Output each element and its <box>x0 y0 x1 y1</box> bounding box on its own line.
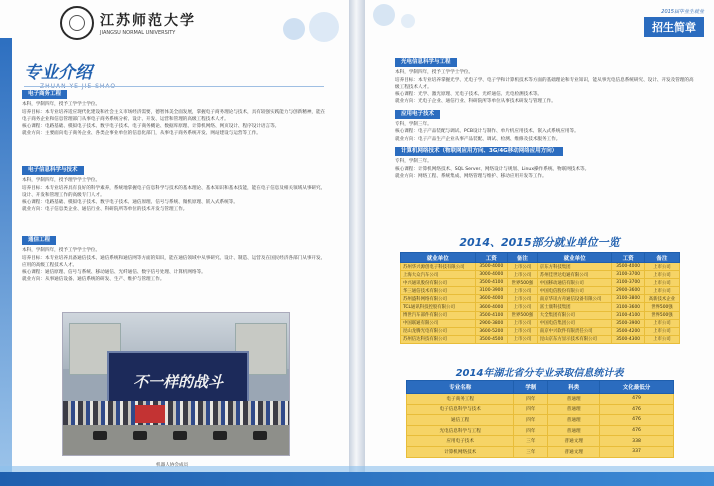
table-cell: 普通理 <box>548 415 600 426</box>
major-courses: 核心课程：电路基础、模拟电子技术、数字电子技术、电子商务概论、数据库原理、计算机网络、网页设计、程序设计语言等。 <box>22 124 280 130</box>
major-degree: 专科，学制三年。 <box>395 122 432 128</box>
major-career: 就业方向：主要面向电子商务企业、各类企事业单位的信息化部门，从事电子商务系统开发、网站建设与运营等工作。 <box>22 131 261 137</box>
table-cell: 普通理 <box>548 404 600 415</box>
table-cell: 3100-3800 <box>612 295 644 303</box>
table-cell: 上市公司 <box>644 319 679 327</box>
major-courses: 核心课程：计算机网络技术、SQL Server、网络设计与规划、Linux操作系统、物联网技术等。 <box>395 166 590 172</box>
major-degree: 本科，学制四年，授予工学学士学位。 <box>22 102 101 108</box>
table-cell: 上市公司 <box>508 319 538 327</box>
major-goal: 培养目标：本专业培养适应现代化建设和社会主义市场经济需要，德智体美全面发展，掌握电子商务理论与技术，具有较强实践能力与创新精神，能在电子商务企业和信息管理部门从事电子商务系统分析、设计、开发、运营和管理的高级工程技术人才。 <box>22 109 326 122</box>
table-cell: 京东方科技集团 <box>537 263 612 271</box>
logo-name-cn: 江苏师范大学 <box>100 13 196 29</box>
table-cell: 3500-4000 <box>475 263 507 271</box>
table-cell: 昆山龙腾光电有限公司 <box>401 327 476 335</box>
table-cell: 中国电信股份有限公司 <box>537 287 612 295</box>
header-employer: 就业单位 <box>537 253 612 263</box>
table-cell: 电子商务工程 <box>407 394 514 405</box>
table-cell: 苏州华兴源创电子科技有限公司 <box>401 263 476 271</box>
admission-table-body <box>407 394 674 458</box>
table-cell: 高新技术企业 <box>644 295 679 303</box>
page-spine <box>349 0 365 486</box>
table-cell: 上市公司 <box>508 263 538 271</box>
major-goal: 培养目标：本专业培养具有良好的科学素养，系统地掌握电子信息科学与技术的基本理论、基本知识和基本技能，能在电子信息及相关领域从事研究、设计、开发和管理工作的高级专门人才。 <box>22 185 326 198</box>
major-heading: 电子商务工程 <box>22 90 67 99</box>
major-block-network-tech <box>395 147 695 180</box>
header-employer: 就业单位 <box>401 253 476 263</box>
table-cell: 上市公司 <box>644 263 679 271</box>
table-cell: 3500-4000 <box>612 263 644 271</box>
major-heading: 应用电子技术 <box>395 110 440 119</box>
header-note: 备注 <box>644 253 679 263</box>
table-row <box>401 303 680 311</box>
table-cell: 中国联通有限公司 <box>401 319 476 327</box>
logo-name-en: JIANGSU NORMAL UNIVERSITY <box>100 30 176 36</box>
table-cell: 四年 <box>514 425 548 436</box>
table-cell: 富士康科技集团 <box>537 303 612 311</box>
table-row <box>407 394 674 405</box>
table-row <box>401 279 680 287</box>
table-row <box>401 319 680 327</box>
left-page <box>0 0 349 486</box>
table-cell: 3500-4200 <box>612 327 644 335</box>
header-min-score: 文化最低分 <box>600 381 674 394</box>
major-career: 就业方向：网络工程、系统集成、网络管理与维护、移动应用开发等工作。 <box>395 173 547 179</box>
decorative-circles <box>283 12 343 52</box>
table-cell: 3600-4000 <box>475 303 507 311</box>
photo-banner-text: 不一样的战斗 <box>132 372 223 391</box>
table-cell: 南京华讯方舟通信设备有限公司 <box>537 295 612 303</box>
major-courses: 核心课程：光学、激光原理、光电子技术、光纤通信、光电检测技术等。 <box>395 92 543 98</box>
table-cell: 世界500强 <box>508 311 538 319</box>
header-note: 备注 <box>508 253 538 263</box>
major-block-optoelectronics <box>395 58 695 106</box>
table-cell: 博世汽车部件有限公司 <box>401 311 476 319</box>
table-cell: 3500-4100 <box>475 311 507 319</box>
employers-table-body <box>401 263 680 344</box>
header-salary: 工资 <box>475 253 507 263</box>
major-heading: 光电信息科学与工程 <box>395 58 457 67</box>
table-cell: 3600-4000 <box>475 295 507 303</box>
table-row <box>407 415 674 426</box>
table-row <box>401 327 680 335</box>
major-goal: 培养目标：本专业培养掌握光学、光电子学、电子学和计算机技术等方面的基础理论和专业知识，能从事光电信息系统研究、设计、开发及管理的高级工程技术人才。 <box>395 77 694 90</box>
table-row <box>401 271 680 279</box>
table-row <box>401 335 680 343</box>
table-cell: 南京中兴软件有限责任公司 <box>537 327 612 335</box>
table-cell: 3100-3900 <box>475 287 507 295</box>
table-cell: 普通文理 <box>548 436 600 447</box>
table-cell: 3100-4100 <box>612 311 644 319</box>
admission-table-title: 2014年湖北省分专业录取信息统计表 <box>455 368 624 379</box>
table-cell: 世界500强 <box>644 303 679 311</box>
table-header-row <box>407 381 674 394</box>
table-cell: 3100-3600 <box>612 303 644 311</box>
left-decoration-bar <box>0 38 12 478</box>
major-career: 就业方向：从事通信设备、通信系统的研发、生产、维护与管理工作。 <box>22 277 165 283</box>
major-courses: 核心课程：电路基础、模拟电子技术、数字电子技术、通信原理、信号与系统、微机原理、嵌入式系统等。 <box>22 200 238 206</box>
table-row <box>407 404 674 415</box>
admissions-badge <box>644 8 704 37</box>
major-degree: 本科，学制四年，授予工学学士学位。 <box>395 70 474 76</box>
table-cell: TCL通讯科技控股有限公司 <box>401 303 476 311</box>
table-cell: 338 <box>600 436 674 447</box>
major-heading: 电子信息科学与技术 <box>22 166 84 175</box>
table-cell: 上市公司 <box>644 271 679 279</box>
major-block-electronic-info <box>22 166 328 214</box>
major-degree: 本科，学制四年，授予理学学士学位。 <box>22 178 101 184</box>
table-cell: 3500-3900 <box>612 319 644 327</box>
table-cell: 337 <box>600 446 674 457</box>
table-cell: 应用电子技术 <box>407 436 514 447</box>
table-cell: 479 <box>600 394 674 405</box>
header-salary: 工资 <box>612 253 644 263</box>
table-cell: 四年 <box>514 404 548 415</box>
table-cell: 3100-3700 <box>612 271 644 279</box>
employers-table <box>400 252 680 344</box>
table-row <box>407 446 674 457</box>
table-cell: 上市公司 <box>508 271 538 279</box>
table-cell: 三年 <box>514 446 548 457</box>
table-row <box>401 295 680 303</box>
table-cell: 三年 <box>514 436 548 447</box>
logo-text <box>100 10 196 36</box>
major-block-applied-electronics <box>395 110 695 143</box>
major-courses: 核心课程：电子产品装配与调试、PCB设计与制作、单片机应用技术、嵌入式系统应用等。 <box>395 129 579 135</box>
table-cell: 计算机网络技术 <box>407 446 514 457</box>
major-degree: 本科，学制四年，授予工学学士学位。 <box>22 248 101 254</box>
table-cell: 3600-5200 <box>475 327 507 335</box>
table-cell: 476 <box>600 415 674 426</box>
table-cell: 四年 <box>514 394 548 405</box>
table-cell: 电子信息科学与技术 <box>407 404 514 415</box>
major-career: 就业方向：光电子企业、通信行业、科研院所等单位从事技术研发与管理工作。 <box>395 99 556 105</box>
table-header-row <box>401 253 680 263</box>
right-page-header <box>365 0 714 48</box>
table-cell: 3500-4300 <box>612 335 644 343</box>
table-cell: 上市公司 <box>508 303 538 311</box>
table-cell: 上市公司 <box>508 335 538 343</box>
table-cell: 2900-3600 <box>612 287 644 295</box>
table-cell: 3000-4000 <box>475 271 507 279</box>
table-cell: 3100-3700 <box>612 279 644 287</box>
table-cell: 通信工程 <box>407 415 514 426</box>
header-duration: 学制 <box>514 381 548 394</box>
table-cell: 上市公司 <box>644 327 679 335</box>
table-cell: 2900-3800 <box>475 319 507 327</box>
admissions-title: 招生简章 <box>644 17 704 37</box>
university-seal-icon <box>60 6 94 40</box>
robot-club-photo <box>62 312 290 456</box>
major-goal: 培养目标：本专业培养具备通信技术、通信系统和通信网等方面的知识，能在通信领域中从事研究、设计、制造、运营及在国民经济各部门从事开发、应用的高级工程技术人才。 <box>22 255 326 268</box>
table-cell: 普通理 <box>548 425 600 436</box>
table-cell: 上市公司 <box>644 335 679 343</box>
table-cell: 世界500强 <box>508 279 538 287</box>
header-major: 专业名称 <box>407 381 514 394</box>
major-degree: 专科，学制三年。 <box>395 159 432 165</box>
table-cell: 普通文理 <box>548 446 600 457</box>
employers-table-title: 2014、2015部分就业单位一览 <box>459 236 620 249</box>
table-cell: 中兴通讯股份有限公司 <box>401 279 476 287</box>
table-cell: 世界500强 <box>644 311 679 319</box>
table-row <box>401 311 680 319</box>
table-row <box>407 436 674 447</box>
table-cell: 苏州信达科技有限公司 <box>401 335 476 343</box>
admission-table <box>406 380 674 458</box>
table-cell: 普通理 <box>548 394 600 405</box>
table-cell: 3500-4100 <box>475 279 507 287</box>
major-heading: 计算机网络技术（物联网应用方向、3G/4G移动网络应用方向） <box>395 147 563 156</box>
table-cell: 上市公司 <box>508 327 538 335</box>
university-logo <box>60 6 196 40</box>
table-cell: 上市公司 <box>644 279 679 287</box>
major-courses: 核心课程：通信原理、信号与系统、移动通信、光纤通信、数字信号处理、计算机网络等。 <box>22 270 206 276</box>
major-heading: 通信工程 <box>22 236 56 245</box>
major-block-ecommerce <box>22 90 328 138</box>
table-cell: 中国移动通信有限公司 <box>537 279 612 287</box>
table-cell: 四年 <box>514 415 548 426</box>
section-title-cn: 专业介绍 <box>24 63 92 83</box>
major-career: 就业方向：电子信息类企业、通信行业、科研院所等单位的技术开发与管理工作。 <box>22 207 188 213</box>
table-cell: 上市公司 <box>508 287 538 295</box>
table-cell: 上海大众汽车公司 <box>401 271 476 279</box>
right-page <box>365 0 714 486</box>
major-career: 就业方向：电子产品生产企业从事产品装配、调试、检测、维修及技术服务工作。 <box>395 136 561 142</box>
title-divider <box>24 86 324 87</box>
table-cell: 苏州盛科网络有限公司 <box>401 295 476 303</box>
right-major-blocks <box>395 58 695 184</box>
table-cell: 大全集团有限公司 <box>537 311 612 319</box>
table-cell: 光电信息科学与工程 <box>407 425 514 436</box>
bottom-decoration-band <box>0 472 714 486</box>
table-row <box>401 263 680 271</box>
table-cell: 昆山京东方显示技术有限公司 <box>537 335 612 343</box>
table-cell: 上市公司 <box>508 295 538 303</box>
major-block-communication <box>22 236 328 284</box>
table-row <box>407 425 674 436</box>
table-cell: 华三通信技术有限公司 <box>401 287 476 295</box>
table-cell: 上市公司 <box>644 287 679 295</box>
table-cell: 中国电信集团公司 <box>537 319 612 327</box>
table-cell: 苏州佳世达电通有限公司 <box>537 271 612 279</box>
table-row <box>401 287 680 295</box>
table-cell: 476 <box>600 404 674 415</box>
table-cell: 476 <box>600 425 674 436</box>
year-label: 2015届毕业生就业 <box>661 9 704 15</box>
table-cell: 3500-4500 <box>475 335 507 343</box>
header-category: 科类 <box>548 381 600 394</box>
